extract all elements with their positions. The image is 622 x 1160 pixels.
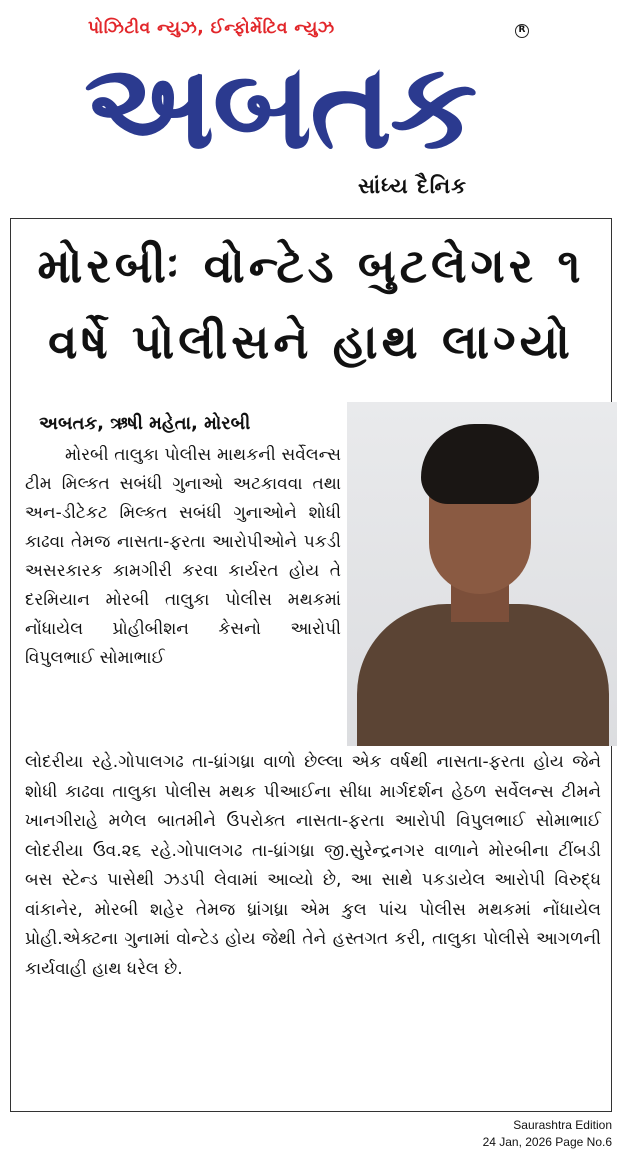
edition-date-page: 24 Jan, 2026 Page No.6	[482, 1135, 612, 1149]
article-body-top	[25, 441, 341, 673]
headline-line-2: વર્ષે પોલીસને હાથ લાગ્યો	[48, 315, 574, 370]
article-body-bottom: લોદરીયા રહે.ગોપાલગઢ તા-ધ્રાંગધ્રા વાળો છેલ્લા એક વર્ષથી નાસતા-ફરતા હોય જેને શોધી કાઢવા તાલુકા પોલીસ મથક પીઆઈના સીધા માર્ગદર્શન હેઠળ સર્વેલન્સ ટીમને ખાનગીરાહે મળેલ બાતમીને ઉપરોક્ત નાસતા-ફરતા આરોપી વિપુલભાઈ સોમાભાઈ લોદરીયા ઉવ.૨૬ રહે.ગોપાલગઢ તા-ધ્રાંગધ્રા જી.સુરેન્દ્રનગર વાળાને મોરબીના ટીંબડી બસ સ્ટેન્ડ પાસેથી ઝડપી લેવામાં આવ્યો છે, આ સાથે પકડાયેલ આરોપી વિરુદ્ધ વાંકાનેર, મોરબી શહેર તેમજ ધ્રાંગધ્રા એમ કુલ પાંચ પોલીસ મથકમાં નોંધાયેલ પ્રોહી.એક્ટના ગુનામાં વોન્ટેડ હોય જેથી તેને હસ્તગત કરી, તાલુકા પોલીસે આગળની કાર્યવાહી હાથ ધરેલ છે.	[25, 752, 601, 979]
masthead-tagline: પોઝિટીવ ન્યુઝ, ઈન્ફોર્મેટિવ ન્યુઝ	[88, 18, 335, 38]
masthead	[0, 0, 622, 210]
article-body-top-text: મોરબી તાલુકા પોલીસ માથકની સર્વેલન્સ ટીમ મિલ્કત સબંધી ગુનાઓ અટકાવવા તથા અન-ડીટેકટ મિલ્કત સબંધી ગુનાઓને શોધી કાઢવા તેમજ નાસતા-ફરતા આરોપીઓને પકડી અસરકારક કામગીરી કરવા કાર્યરત હોય તે દરમિયાન મોરબી તાલુકા પોલીસ મથકમાં નોંધાયેલ પ્રોહીબીશન કેસનો આરોપી વિપુલભાઈ સોમાભાઈ	[25, 445, 341, 668]
edition-info	[483, 1117, 612, 1151]
registered-mark-icon: R	[515, 24, 529, 38]
headline-line-1: મોરબીઃ વોન્ટેડ બુટલેગર ૧	[37, 239, 585, 294]
accused-photo	[345, 402, 617, 746]
edition-name: Saurashtra Edition	[513, 1118, 612, 1132]
newspaper-logo: અબતક	[84, 37, 476, 175]
masthead-subtitle: સાંધ્ય દૈનિક	[358, 174, 467, 198]
article-headline	[11, 229, 611, 381]
article-byline: અબતક, ઋષી મહેતા, મોરબી	[39, 413, 251, 434]
article-box	[10, 218, 612, 1112]
